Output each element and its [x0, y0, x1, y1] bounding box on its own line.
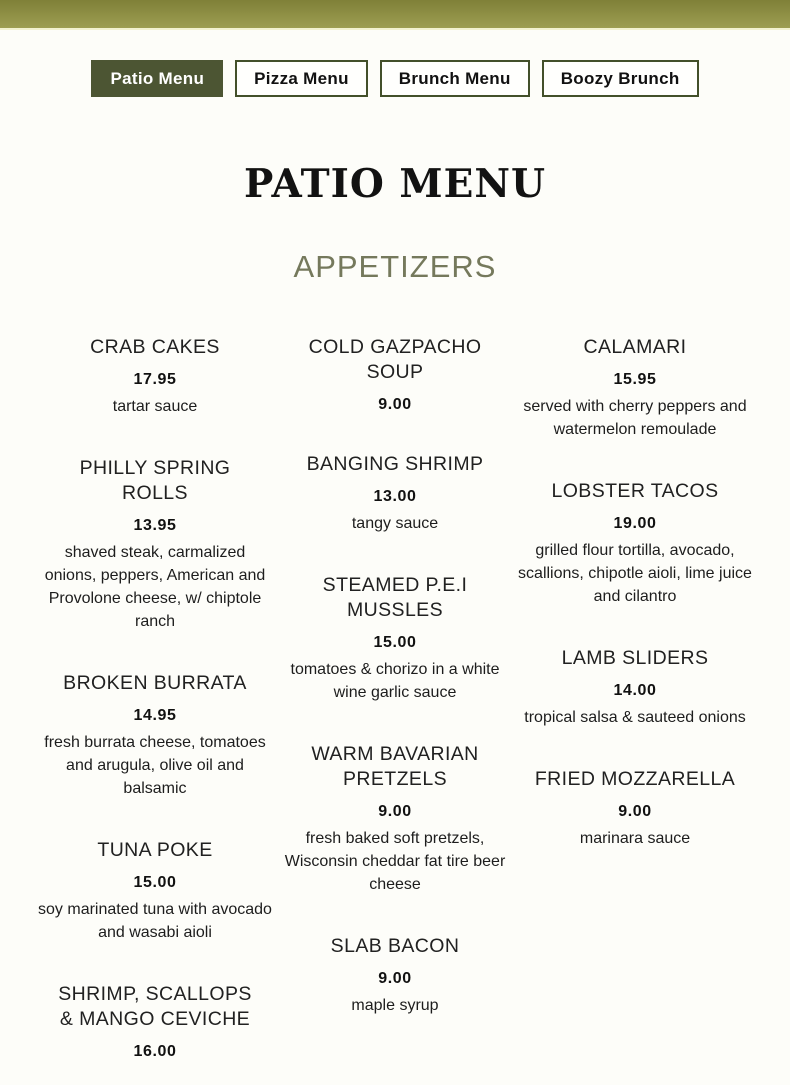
item-name: BROKEN BURRATA: [63, 672, 247, 695]
item-price: 9.00: [378, 803, 412, 821]
item-name: PHILLY SPRING ROLLS: [79, 457, 231, 505]
menu-item-lamb-sliders: [515, 646, 755, 729]
item-description: marinara sauce: [579, 830, 691, 848]
item-price: 15.00: [373, 634, 417, 652]
menu-item-philly-spring-rolls: [35, 456, 275, 633]
menu-item-banging-shrimp: [275, 452, 515, 535]
item-description: maple syrup: [351, 997, 439, 1015]
item-description: tartar sauce: [112, 398, 198, 416]
item-description: tomatoes & chorizo in a white wine garlic sauce: [290, 661, 500, 702]
item-description: soy marinated tuna with avocado and wasabi aioli: [38, 901, 272, 942]
item-price: 15.95: [613, 371, 657, 389]
page-title: PATIO MENU: [244, 161, 546, 208]
item-price: 17.95: [133, 371, 177, 389]
menu-item-steamed-pei-mussles: [275, 573, 515, 704]
item-price: 9.00: [618, 803, 652, 821]
menu-tabs: [0, 60, 790, 97]
item-name: CALAMARI: [583, 336, 687, 359]
tab-boozy-brunch[interactable]: Boozy Brunch: [542, 60, 699, 97]
menu-column-3: [515, 335, 755, 1061]
item-price: 9.00: [378, 396, 412, 414]
item-description: tangy sauce: [351, 515, 439, 533]
item-price: 15.00: [133, 874, 177, 892]
item-price: 19.00: [613, 515, 657, 533]
item-name: TUNA POKE: [97, 839, 213, 862]
item-name: COLD GAZPACHO SOUP: [308, 336, 482, 384]
item-description: fresh burrata cheese, tomatoes and arugula, olive oil and balsamic: [44, 734, 266, 798]
item-name: BANGING SHRIMP: [306, 453, 484, 476]
item-price: 14.00: [613, 682, 657, 700]
item-description: shaved steak, carmalized onions, peppers, American and Provolone cheese, w/ chiptole ranch: [44, 544, 266, 631]
item-price: 13.00: [373, 488, 417, 506]
menu-item-warm-bavarian-pretzels: [275, 742, 515, 896]
item-name: SHRIMP, SCALLOPS & MANGO CEVICHE: [58, 983, 252, 1031]
item-price: 14.95: [133, 707, 177, 725]
menu-item-calamari: [515, 335, 755, 441]
menu-item-cold-gazpacho-soup: [275, 335, 515, 414]
menu-item-crab-cakes: [35, 335, 275, 418]
menu-item-slab-bacon: [275, 934, 515, 1017]
item-description: fresh baked soft pretzels, Wisconsin cheddar fat tire beer cheese: [284, 830, 506, 894]
menu-item-lobster-tacos: [515, 479, 755, 608]
tab-pizza-menu[interactable]: Pizza Menu: [235, 60, 368, 97]
item-name: STEAMED P.E.I MUSSLES: [322, 574, 468, 622]
tab-patio-menu[interactable]: Patio Menu: [91, 60, 223, 97]
menu-column-2: [275, 335, 515, 1061]
item-price: 16.00: [133, 1043, 177, 1061]
menu-item-shrimp-scallops-ceviche: [35, 982, 275, 1061]
item-name: WARM BAVARIAN PRETZELS: [311, 743, 479, 791]
menu-item-fried-mozzarella: [515, 767, 755, 850]
item-description: tropical salsa & sauteed onions: [524, 709, 746, 727]
menu-column-1: [35, 335, 275, 1061]
appetizers-grid: [35, 335, 755, 1061]
menu-item-broken-burrata: [35, 671, 275, 800]
item-name: CRAB CAKES: [90, 336, 220, 359]
section-title-appetizers: APPETIZERS: [293, 249, 497, 285]
top-accent-bar: [0, 0, 790, 30]
item-description: served with cherry peppers and watermelon remoulade: [523, 398, 747, 439]
tab-brunch-menu[interactable]: Brunch Menu: [380, 60, 530, 97]
item-description: grilled flour tortilla, avocado, scallions, chipotle aioli, lime juice and cilantro: [518, 542, 752, 606]
item-price: 9.00: [378, 970, 412, 988]
item-name: SLAB BACON: [330, 935, 460, 958]
item-name: LAMB SLIDERS: [561, 647, 709, 670]
item-name: FRIED MOZZARELLA: [534, 768, 736, 791]
item-name: LOBSTER TACOS: [551, 480, 719, 503]
menu-item-tuna-poke: [35, 838, 275, 944]
item-price: 13.95: [133, 517, 177, 535]
